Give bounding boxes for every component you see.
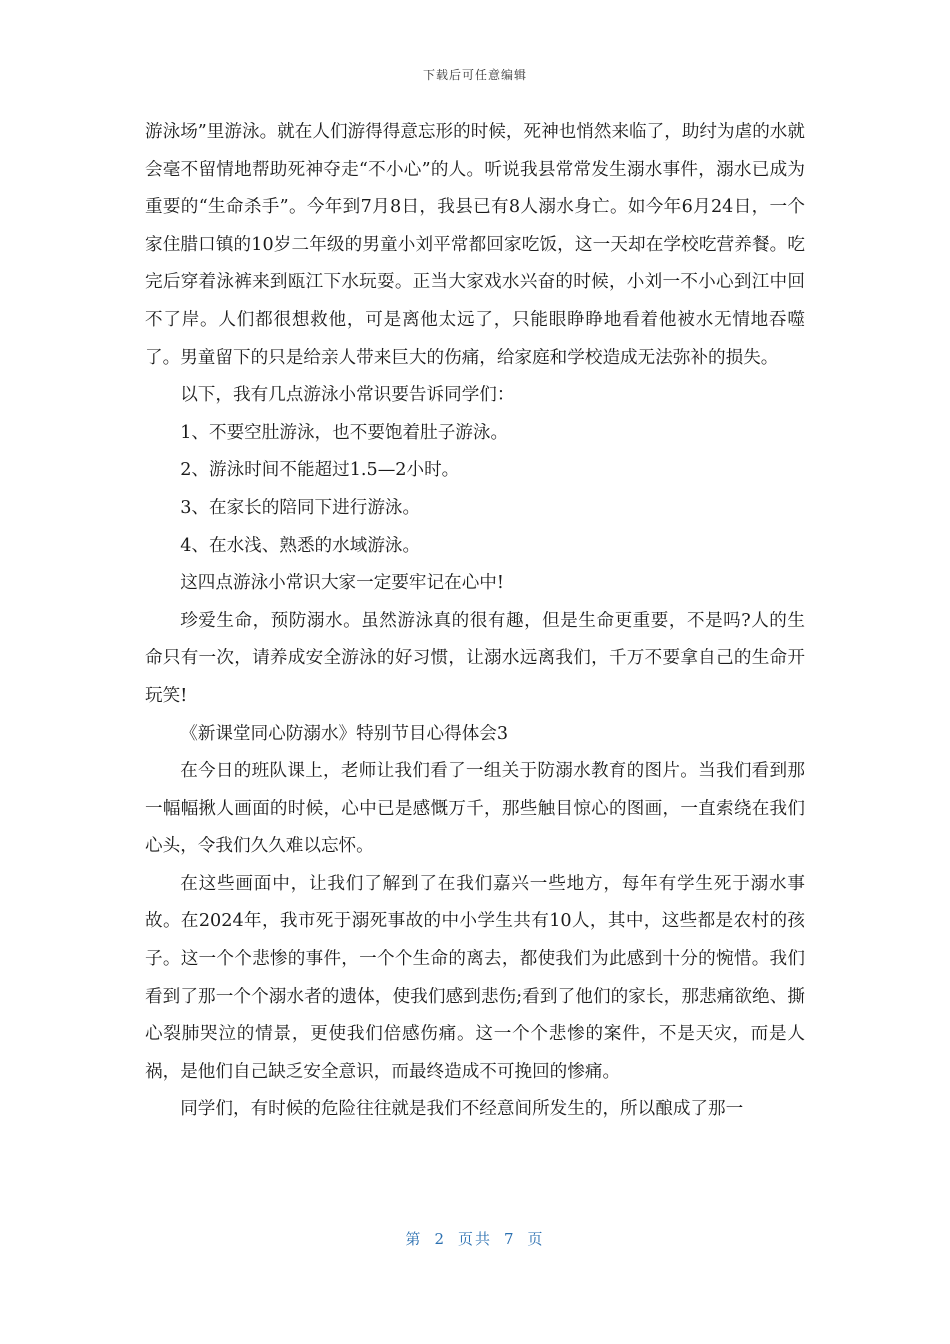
footer-label-middle: 页共 — [457, 1230, 492, 1248]
list-item: 2、游泳时间不能超过1.5—2小时。 — [180, 460, 460, 481]
footer-label-prefix: 第 — [405, 1230, 423, 1248]
paragraph: 游泳场”里游泳。就在人们游得得意忘形的时候，死神也悄然来临了，助纣为虐的水就会毫不留情地帮助死神夺走“不小心”的人。听说我县常常发生溺水事件，溺水已成为重要的“生命杀手”。今年到7月8日，我县已有8人溺水身亡。如今年6月24日，一个家住腊口镇的10岁二年级的男童小刘平常都回家吃饭，这一天却在学校吃营养餐。吃完后穿着泳裤来到瓯江下水玩耍。正当大家戏水兴奋的时候，小刘一不小心到江中回不了岸。人们都很想救他，可是离他太远了，只能眼睁睁地看着他被水无情地吞噬了。男童留下的只是给亲人带来巨大的伤痛，给家庭和学校造成无法弥补的损失。 — [145, 122, 805, 368]
section-title: 《新课堂同心防溺水》特别节目心得体会3 — [180, 723, 509, 744]
document-body — [145, 114, 805, 1129]
paragraph: 在这些画面中，让我们了解到了在我们嘉兴一些地方，每年有学生死于溺水事故。在2024年，我市死于溺死事故的中小学生共有10人，其中，这些都是农村的孩子。这一个个悲惨的事件，一个个生命的离去，都使我们为此感到十分的惋惜。我们看到了那一个个溺水者的遗体，使我们感到悲伤;看到了他们的家长，那悲痛欲绝、撕心裂肺哭泣的情景，更使我们倍感伤痛。这一个个悲惨的案件，不是天灾，而是人祸，是他们自己缺乏安全意识，而最终造成不可挽回的惨痛。 — [145, 873, 805, 1082]
page-footer — [0, 1228, 950, 1249]
paragraph: 珍爱生命，预防溺水。虽然游泳真的很有趣，但是生命更重要，不是吗?人的生命只有一次，请养成安全游泳的好习惯，让溺水远离我们，千万不要拿自己的生命开玩笑! — [145, 610, 805, 706]
paragraph: 同学们，有时候的危险往往就是我们不经意间所发生的，所以酿成了那一 — [180, 1099, 744, 1120]
list-item: 3、在家长的陪同下进行游泳。 — [180, 497, 421, 518]
list-item: 4、在水浅、熟悉的水域游泳。 — [180, 535, 421, 556]
current-page-number: 2 — [434, 1230, 446, 1248]
list-item: 1、不要空肚游泳，也不要饱着肚子游泳。 — [180, 422, 509, 443]
paragraph: 以下，我有几点游泳小常识要告诉同学们： — [180, 385, 515, 406]
paragraph: 在今日的班队课上，老师让我们看了一组关于防溺水教育的图片。当我们看到那一幅幅揪人画面的时候，心中已是感慨万千，那些触目惊心的图画，一直索绕在我们心头，令我们久久难以忘怀。 — [145, 761, 805, 857]
page-header: 下载后可任意编辑 — [422, 68, 527, 82]
total-pages-number: 7 — [504, 1230, 516, 1248]
footer-label-suffix: 页 — [527, 1230, 545, 1248]
paragraph: 这四点游泳小常识大家一定要牢记在心中! — [180, 573, 504, 594]
